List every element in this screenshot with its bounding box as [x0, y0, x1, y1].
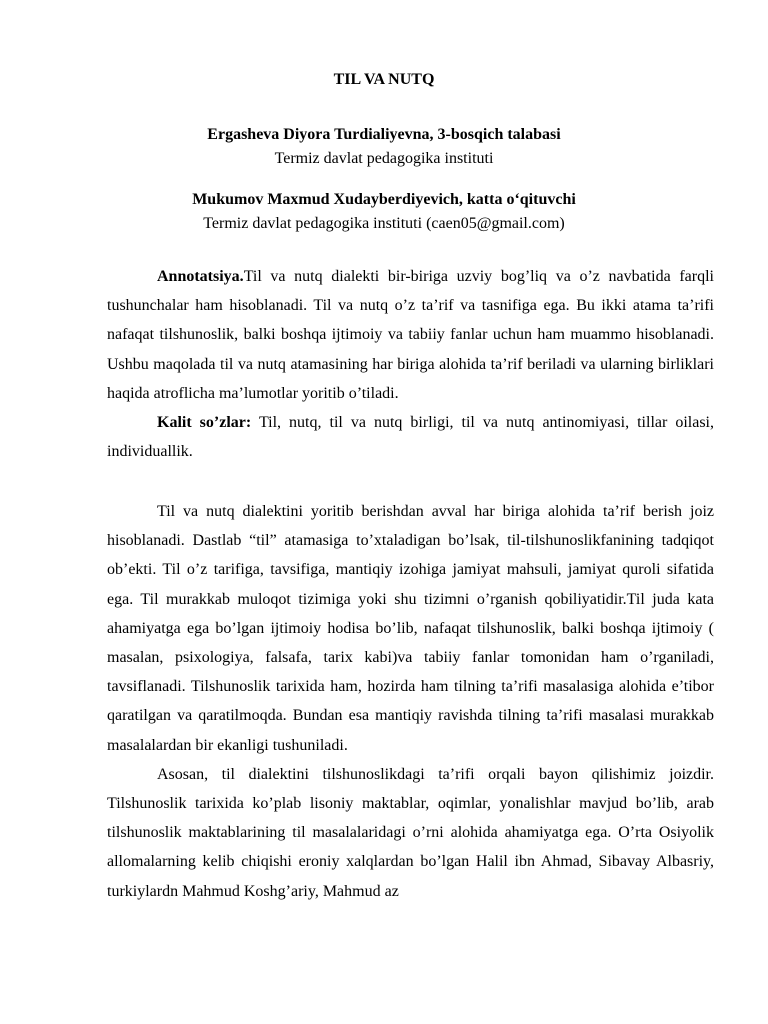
paper-title: TIL VA NUTQ: [333, 71, 435, 88]
author-2-name: Mukumov Maxmud Xudayberdiyevich, katta o‘qituvchi: [192, 191, 576, 208]
body-paragraph: Til va nutq dialektini yoritib berishdan avval har biriga alohida ta’rif berish joiz hisoblanadi. Dastlab “til” atamasiga to’xtaladigan bo’lsak, til-tilshunoslikfanining tadqiqot ob’ekti. Til o’z tarifiga, tavsifiga, mantiqiy izohiga jamiyat mahsuli, jamiyat quroli sifatida ega. Til murakkab muloqot tizimiga yoki shu tizimni o’rganish qobiliyatidir.Til juda kata ahamiyatga ega bo’lgan ijtimoiy hodisa bo’lib, nafaqat tilshunoslik, balki boshqa ijtimoiy ( masalan, psixologiya, falsafa, tarix kabi)va tabiiy fanlar tomonidan ham o’rganiladi, tavsiflanadi. Tilshunoslik tarixida ham, hozirda ham tilning ta’rifi masalasiga alohida e’tibor qaratilgan va qaratilmoqda. Bundan esa mantiqiy ravishda tilning ta’rifi masalasi murakkab masalalardan bir ekanligi tushuniladi.: [107, 503, 714, 754]
annotation-text: Til va nutq dialekti bir-biriga uzviy bog’liq va o’z navbatida farqli tushunchalar ham hisoblanadi. Til va nutq o’z ta’rif va tasnifiga ega. Bu ikki atama ta’rifi nafaqat tilshunoslik, balki boshqa ijtimoiy va tabiiy fanlar uchun ham muammo hisoblanadi. Ushbu maqolada til va nutq atamasining har biriga alohida ta’rif beriladi va ularning birliklari haqida atroflicha ma’lumotlar yoritib o’tiladi.: [107, 268, 714, 402]
keywords-paragraph: [107, 408, 714, 466]
keywords-text: Til, nutq, til va nutq birligi, til va nutq antinomiyasi, tillar oilasi, individuallik.: [107, 414, 714, 461]
author-1-affiliation: Termiz davlat pedagogika instituti: [274, 150, 494, 167]
abstract-section: [107, 262, 714, 466]
main-text-section: [107, 497, 714, 906]
body-paragraph: Asosan, til dialektini tilshunoslikdagi ta’rifi orqali bayon qilishimiz joizdir. Tilshunoslik tarixida ko’plab lisoniy maktablar, oqimlar, yonalishlar mavjud bo’lib, arab tilshunoslik maktablarining til masalalaridagi o’rni alohida ahamiyatga ega. O’rta Osiyolik allomalarning kelib chiqishi eroniy xalqlardan bo’lgan Halil ibn Ahmad, Sibavay Albasriy, turkiylardn Mahmud Koshg’ariy, Mahmud az: [107, 765, 714, 900]
author-2-affiliation: Termiz davlat pedagogika instituti (caen05@gmail.com): [203, 215, 565, 232]
author-1-name: Ergasheva Diyora Turdialiyevna, 3-bosqich talabasi: [207, 126, 561, 143]
annotation-label: Annotatsiya.: [157, 268, 244, 285]
keywords-label: Kalit so’zlar:: [157, 414, 252, 432]
annotation-paragraph: [107, 262, 714, 408]
